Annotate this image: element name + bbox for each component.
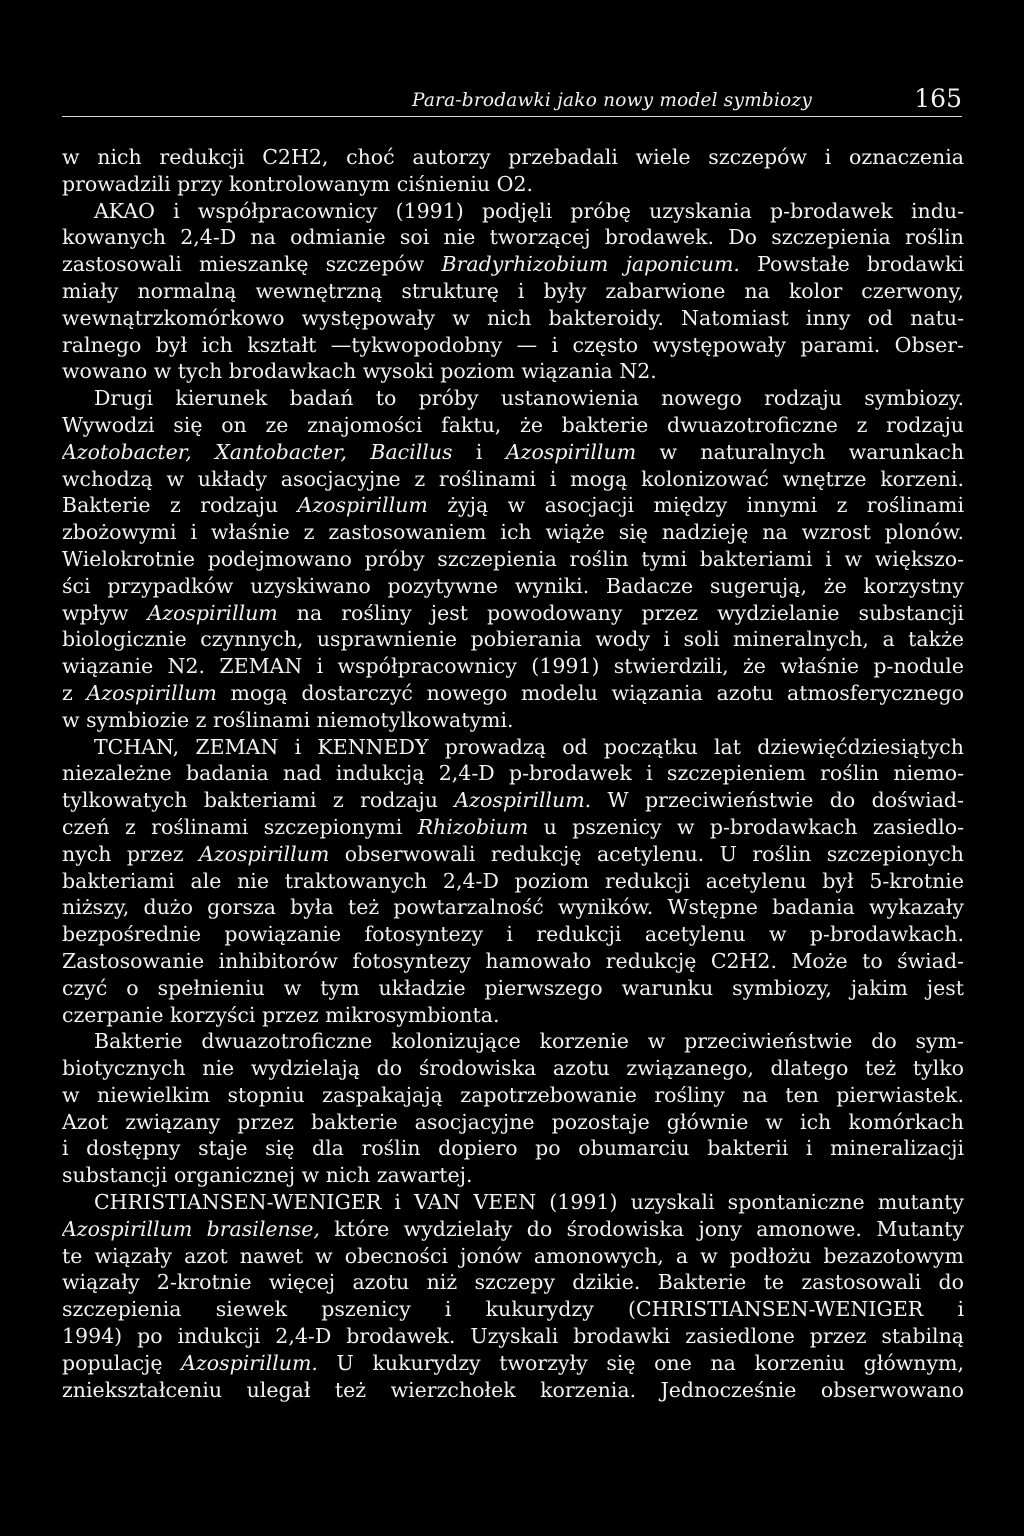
text-segment: zbożowymi i właśnie z zastosowaniem ich wiąże się nadzieję na wzrost plonów. [62, 520, 964, 545]
text-segment: czerpanie korzyści przez mikrosymbionta. [62, 1002, 500, 1027]
text-segment: te wiązały azot nawet w obecności jonów amonowych, a w podłożu bezazotowym [62, 1243, 964, 1268]
text-segment: które wydzielały do środowiska jony amonowe. Mutanty [319, 1216, 964, 1241]
text-segment: Zastosowanie inhibitorów fotosyntezy hamowało redukcję C2H2. Może to świad- [62, 948, 964, 973]
text-segment: wiązały 2-krotnie więcej azotu niż szczepy dzikie. Bakterie te zastosowali do [62, 1270, 964, 1295]
text-segment: W przeciwieństwie do doświad- [591, 788, 964, 813]
text-segment: 1994) po indukcji 2,4-D brodawek. Uzyskali brodawki zasiedlone przez stabilną [62, 1324, 964, 1349]
text-segment: szczepienia siewek pszenicy i kukurydzy (CHRISTIANSEN-WENIGER i [62, 1297, 964, 1322]
text-segment: miały normalną wewnętrzną strukturę i były zabarwione na kolor czerwony, [62, 278, 964, 303]
page-number: 165 [914, 84, 962, 113]
text-line [62, 1296, 964, 1323]
text-line [62, 1135, 964, 1162]
text-line [62, 385, 964, 412]
text-line [62, 653, 964, 680]
text-segment: i [452, 439, 506, 464]
text-line [62, 1350, 964, 1377]
text-line [62, 921, 964, 948]
text-line [62, 492, 964, 519]
text-segment: substancji organicznej w nich zawartej. [62, 1163, 473, 1188]
text-segment: Azospirillum [505, 439, 637, 464]
text-segment: ści przypadków uzyskiwano pozytywne wyniki. Badacze sugerują, że korzystny [62, 573, 964, 598]
text-segment: populację [62, 1350, 182, 1375]
text-segment: w nich redukcji C2H2, choć autorzy przebadali wiele szczepów i oznaczenia [62, 145, 964, 169]
text-segment: bakteriami ale nie traktowanych 2,4-D poziom redukcji acetylenu był 5-krotnie [62, 868, 964, 893]
text-line [62, 519, 964, 546]
text-segment: nych przez [62, 841, 200, 866]
text-segment: z [62, 680, 87, 705]
text-segment: Azotobacter, Xantobacter, Bacillus [62, 439, 453, 464]
text-line [62, 1269, 964, 1296]
text-line [62, 894, 964, 921]
text-segment: w symbiozie z roślinami niemotylkowatymi. [62, 707, 514, 732]
text-line [62, 171, 964, 198]
text-segment: Azospirillum [199, 841, 330, 866]
text-line [62, 680, 964, 707]
text-segment: w niewielkim stopniu zaspakajają zapotrzebowanie rośliny na ten pierwiastek. [62, 1082, 964, 1107]
text-segment: u pszenicy w p-brodawkach zasiedlo- [528, 814, 964, 839]
text-line [62, 198, 964, 225]
text-segment: obserwowali redukcję acetylenu. U roślin szczepionych [329, 841, 964, 866]
text-segment: wewnątrzkomórkowo występowały w nich bakteroidy. Natomiast inny od natu- [62, 305, 964, 330]
text-segment: AKAO i współpracownicy (1991) podjęli próbę uzyskania p-brodawek indu- [94, 198, 964, 223]
text-line [62, 626, 964, 653]
text-segment: na rośliny jest powodowany przez wydzielanie substancji [277, 600, 964, 625]
text-segment: i dostępny staje się dla roślin dopiero po obumarciu bakterii i mineralizacji [62, 1136, 964, 1161]
text-line [62, 1377, 964, 1404]
text-segment: Powstałe brodawki [739, 252, 964, 277]
text-line [62, 1243, 964, 1270]
text-segment: bezpośrednie powiązanie fotosyntezy i redukcji acetylenu w p-brodawkach. [62, 922, 964, 947]
text-segment: Azospirillum [86, 680, 217, 705]
text-segment: biologicznie czynnych, usprawnienie pobierania wody i soli mineralnych, a także [62, 627, 964, 652]
text-segment: U kukurydzy tworzyły się one na korzeniu głównym, [317, 1350, 964, 1375]
text-line [62, 439, 964, 466]
text-line [62, 734, 964, 761]
text-line [62, 600, 964, 627]
text-line [62, 332, 964, 359]
text-segment: Bakterie dwuazotroficzne kolonizujące korzenie w przeciwieństwie do sym- [94, 1029, 964, 1054]
text-segment: biotycznych nie wydzielają do środowiska azotu związanego, dlatego też tylko [62, 1056, 964, 1081]
text-line [62, 948, 964, 975]
text-segment: zniekształceniu ulegał też wierzchołek korzenia. Jednocześnie obserwowano [62, 1377, 964, 1402]
text-segment: Bakterie z rodzaju [62, 493, 298, 518]
body-text [62, 144, 964, 1403]
text-segment: Azospirillum [297, 493, 428, 518]
text-line [62, 144, 964, 171]
text-segment: TCHAN, ZEMAN i KENNEDY prowadzą od początku lat dziewięćdziesiątych [94, 734, 964, 759]
text-segment: Wywodzi się on ze znajomości faktu, że bakterie dwuazotroficzne z rodzaju [62, 412, 964, 437]
text-segment: wiązanie N2. ZEMAN i współpracownicy (1991) stwierdzili, że właśnie p-nodule [62, 654, 964, 679]
text-segment: Azospirillum. [454, 788, 592, 813]
text-line [62, 760, 964, 787]
text-line [62, 546, 964, 573]
text-line [62, 1162, 964, 1189]
text-line [62, 707, 964, 734]
running-title: Para-brodawki jako nowy model symbiozy [412, 90, 812, 111]
text-line [62, 251, 964, 278]
text-segment: zastosowali mieszankę szczepów [62, 252, 442, 277]
header-rule [62, 116, 962, 117]
text-line [62, 814, 964, 841]
text-line [62, 224, 964, 251]
text-segment: żyją w asocjacji między innymi z roślinami [427, 493, 964, 518]
text-line [62, 1323, 964, 1350]
text-line [62, 1082, 964, 1109]
text-segment: kowanych 2,4-D na odmianie soi nie tworzącej brodawek. Do szczepienia roślin [62, 225, 964, 250]
text-line [62, 841, 964, 868]
text-segment: Wielokrotnie podejmowano próby szczepienia roślin tymi bakteriami i w większo- [62, 546, 964, 571]
text-line [62, 278, 964, 305]
text-segment: Azospirillum [147, 600, 278, 625]
text-segment: Rhizobium [417, 814, 529, 839]
text-line [62, 787, 964, 814]
text-line [62, 305, 964, 332]
page-header [62, 84, 962, 118]
text-segment: tylkowatych bakteriami z rodzaju [62, 788, 455, 813]
text-segment: niezależne badania nad indukcją 2,4-D p-brodawek i szczepieniem roślin niemo- [62, 761, 964, 786]
text-line [62, 412, 964, 439]
text-segment: mogą dostarczyć nowego modelu wiązania azotu atmosferycznego [216, 680, 964, 705]
text-segment: ralnego był ich kształt —tykwopodobny — i często występowały parami. Obser- [62, 332, 964, 357]
text-segment: czeń z roślinami szczepionymi [62, 814, 418, 839]
text-line [62, 1055, 964, 1082]
text-segment: Azospirillum. [181, 1350, 318, 1375]
text-segment: Azot związany przez bakterie asocjacyjne pozostaje głównie w ich komórkach [62, 1109, 964, 1134]
text-line [62, 975, 964, 1002]
text-line [62, 1109, 964, 1136]
text-segment: Azospirillum brasilense, [62, 1216, 320, 1241]
text-segment: Bradyrhizobium japonicum. [441, 252, 740, 277]
text-line [62, 1216, 964, 1243]
text-line [62, 466, 964, 493]
text-segment: czyć o spełnieniu w tym układzie pierwszego warunku symbiozy, jakim jest [62, 975, 964, 1000]
text-segment: niższy, dużo gorsza była też powtarzalność wyników. Wstępne badania wykazały [62, 895, 964, 920]
text-segment: w naturalnych warunkach [636, 439, 964, 464]
text-segment: wowano w tych brodawkach wysoki poziom wiązania N2. [62, 359, 657, 384]
text-line [62, 1189, 964, 1216]
text-segment: wchodzą w układy asocjacyjne z roślinami i mogą kolonizować wnętrze korzeni. [62, 466, 964, 491]
text-segment: CHRISTIANSEN-WENIGER i VAN VEEN (1991) uzyskali spontaniczne mutanty [94, 1190, 964, 1215]
text-line [62, 1028, 964, 1055]
text-line [62, 358, 964, 385]
text-segment: prowadzili przy kontrolowanym ciśnieniu O2. [62, 171, 534, 196]
text-segment: wpływ [62, 600, 148, 625]
text-line [62, 868, 964, 895]
text-line [62, 1002, 964, 1029]
text-line [62, 573, 964, 600]
text-segment: Drugi kierunek badań to próby ustanowienia nowego rodzaju symbiozy. [94, 386, 964, 411]
